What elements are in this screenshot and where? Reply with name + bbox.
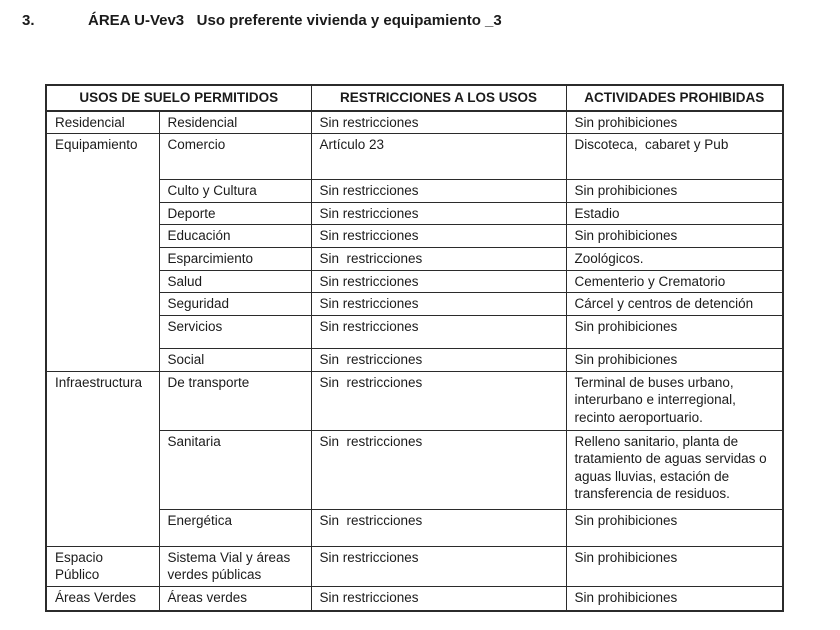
restriction-cell: Artículo 23 [311, 134, 566, 180]
restriction-cell: Sin restricciones [311, 293, 566, 316]
restriction-cell: Sin restricciones [311, 371, 566, 430]
restriction-cell: Sin restricciones [311, 509, 566, 546]
restriction-cell: Sin restricciones [311, 430, 566, 509]
table-body [46, 111, 783, 612]
category-cell: Equipamiento [46, 134, 159, 372]
table-row [46, 586, 783, 611]
section-number: 3. [22, 12, 35, 29]
header-usos-permitidos: USOS DE SUELO PERMITIDOS [46, 85, 311, 111]
prohibition-cell: Zoológicos. [566, 247, 783, 270]
use-cell: Culto y Cultura [159, 180, 311, 203]
use-cell: Deporte [159, 202, 311, 225]
use-cell: Educación [159, 225, 311, 248]
use-cell: Social [159, 348, 311, 371]
restriction-cell: Sin restricciones [311, 225, 566, 248]
use-cell: Esparcimiento [159, 247, 311, 270]
category-cell: Áreas Verdes [46, 586, 159, 611]
prohibition-cell: Discoteca, cabaret y Pub [566, 134, 783, 180]
category-cell: Infraestructura [46, 371, 159, 546]
prohibition-cell: Terminal de buses urbano, interurbano e interregional, recinto aeroportuario. [566, 371, 783, 430]
restriction-cell: Sin restricciones [311, 586, 566, 611]
use-cell: Comercio [159, 134, 311, 180]
land-use-table [45, 84, 784, 612]
restriction-cell: Sin restricciones [311, 348, 566, 371]
prohibition-cell: Sin prohibiciones [566, 225, 783, 248]
restriction-cell: Sin restricciones [311, 270, 566, 293]
restriction-cell: Sin restricciones [311, 247, 566, 270]
category-cell: Residencial [46, 111, 159, 134]
use-cell: Energética [159, 509, 311, 546]
restriction-cell: Sin restricciones [311, 111, 566, 134]
header-row [46, 85, 783, 111]
section-title [22, 12, 502, 29]
restriction-cell: Sin restricciones [311, 202, 566, 225]
use-cell: Sanitaria [159, 430, 311, 509]
section-title-text: ÁREA U-Vev3 Uso preferente vivienda y equipamiento _3 [88, 12, 502, 29]
use-cell: Salud [159, 270, 311, 293]
prohibition-cell: Cárcel y centros de detención [566, 293, 783, 316]
prohibition-cell: Sin prohibiciones [566, 180, 783, 203]
restriction-cell: Sin restricciones [311, 546, 566, 586]
use-cell: Sistema Vial y áreas verdes públicas [159, 546, 311, 586]
restriction-cell: Sin restricciones [311, 180, 566, 203]
prohibition-cell: Sin prohibiciones [566, 586, 783, 611]
prohibition-cell: Sin prohibiciones [566, 111, 783, 134]
prohibition-cell: Sin prohibiciones [566, 315, 783, 348]
restriction-cell: Sin restricciones [311, 315, 566, 348]
category-cell: Espacio Público [46, 546, 159, 586]
table-header [46, 85, 783, 111]
use-cell: Áreas verdes [159, 586, 311, 611]
prohibition-cell: Relleno sanitario, planta de tratamiento de aguas servidas o aguas lluvias, estación de transferencia de residuos. [566, 430, 783, 509]
use-cell: De transporte [159, 371, 311, 430]
prohibition-cell: Cementerio y Crematorio [566, 270, 783, 293]
prohibition-cell: Sin prohibiciones [566, 348, 783, 371]
table-row [46, 546, 783, 586]
header-prohibidas: ACTIVIDADES PROHIBIDAS [566, 85, 783, 111]
table-row [46, 371, 783, 430]
use-cell: Residencial [159, 111, 311, 134]
header-restricciones: RESTRICCIONES A LOS USOS [311, 85, 566, 111]
table-row [46, 111, 783, 134]
prohibition-cell: Sin prohibiciones [566, 546, 783, 586]
use-cell: Seguridad [159, 293, 311, 316]
prohibition-cell: Estadio [566, 202, 783, 225]
prohibition-cell: Sin prohibiciones [566, 509, 783, 546]
table-row [46, 134, 783, 180]
use-cell: Servicios [159, 315, 311, 348]
